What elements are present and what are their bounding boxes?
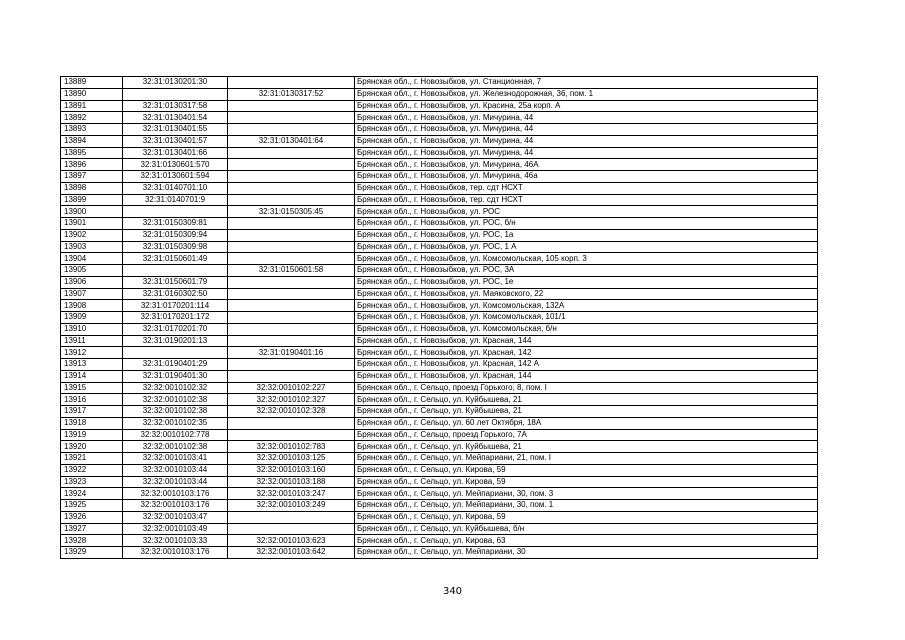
related-cadastral-number-cell: 32:32:0010103:125 bbox=[228, 453, 355, 465]
row-number-cell: 13924 bbox=[61, 488, 123, 500]
table-row bbox=[61, 347, 818, 359]
related-cadastral-number-cell bbox=[228, 229, 355, 241]
row-number-cell: 13903 bbox=[61, 241, 123, 253]
address-cell: Брянская обл., г. Сельцо, ул. Мейпариани, 30, пом. 1 bbox=[355, 500, 818, 512]
row-number-cell: 13909 bbox=[61, 312, 123, 324]
related-cadastral-number-cell: 32:32:0010103:160 bbox=[228, 464, 355, 476]
table-row bbox=[61, 382, 818, 394]
row-number-cell: 13929 bbox=[61, 547, 123, 559]
table-row bbox=[61, 182, 818, 194]
address-cell: Брянская обл., г. Сельцо, ул. Мейпариани, 30, пом. 3 bbox=[355, 488, 818, 500]
table-row bbox=[61, 370, 818, 382]
related-cadastral-number-cell bbox=[228, 335, 355, 347]
address-cell: Брянская обл., г. Новозыбков, ул. Красная, 144 bbox=[355, 370, 818, 382]
row-number-cell: 13916 bbox=[61, 394, 123, 406]
table-row bbox=[61, 511, 818, 523]
address-cell: Брянская обл., г. Сельцо, ул. Мейпариани, 30 bbox=[355, 547, 818, 559]
related-cadastral-number-cell: 32:32:0010103:249 bbox=[228, 500, 355, 512]
related-cadastral-number-cell: 32:32:0010103:247 bbox=[228, 488, 355, 500]
table-row bbox=[61, 276, 818, 288]
cadastral-number-cell: 32:31:0170201:114 bbox=[123, 300, 228, 312]
cadastral-number-cell: 32:31:0140701:10 bbox=[123, 182, 228, 194]
table-row bbox=[61, 429, 818, 441]
row-number-cell: 13912 bbox=[61, 347, 123, 359]
row-number-cell: 13923 bbox=[61, 476, 123, 488]
related-cadastral-number-cell bbox=[228, 300, 355, 312]
related-cadastral-number-cell: 32:31:0150305:45 bbox=[228, 206, 355, 218]
address-cell: Брянская обл., г. Новозыбков, ул. Железнодорожная, 36, пом. 1 bbox=[355, 88, 818, 100]
row-number-cell: 13898 bbox=[61, 182, 123, 194]
table-row bbox=[61, 523, 818, 535]
related-cadastral-number-cell bbox=[228, 417, 355, 429]
related-cadastral-number-cell: 32:32:0010102:327 bbox=[228, 394, 355, 406]
related-cadastral-number-cell bbox=[228, 241, 355, 253]
table-row bbox=[61, 535, 818, 547]
address-cell: Брянская обл., г. Новозыбков, ул. РОС, б/н bbox=[355, 218, 818, 230]
row-number-cell: 13910 bbox=[61, 323, 123, 335]
table-row bbox=[61, 135, 818, 147]
related-cadastral-number-cell bbox=[228, 429, 355, 441]
related-cadastral-number-cell: 32:32:0010102:328 bbox=[228, 406, 355, 418]
cadastral-number-cell: 32:32:0010102:38 bbox=[123, 406, 228, 418]
table-row bbox=[61, 547, 818, 559]
row-number-cell: 13891 bbox=[61, 100, 123, 112]
table-row bbox=[61, 417, 818, 429]
address-cell: Брянская обл., г. Новозыбков, ул. Мичурина, 44 bbox=[355, 135, 818, 147]
related-cadastral-number-cell bbox=[228, 370, 355, 382]
address-cell: Брянская обл., г. Сельцо, ул. Кирова, 59 bbox=[355, 511, 818, 523]
row-number-cell: 13900 bbox=[61, 206, 123, 218]
cadastral-number-cell: 32:32:0010102:35 bbox=[123, 417, 228, 429]
row-number-cell: 13892 bbox=[61, 112, 123, 124]
table-row bbox=[61, 77, 818, 89]
related-cadastral-number-cell bbox=[228, 100, 355, 112]
related-cadastral-number-cell bbox=[228, 124, 355, 136]
cadastral-number-cell: 32:31:0150601:49 bbox=[123, 253, 228, 265]
row-number-cell: 13904 bbox=[61, 253, 123, 265]
cadastral-number-cell bbox=[123, 347, 228, 359]
cadastral-number-cell: 32:31:0170201:172 bbox=[123, 312, 228, 324]
related-cadastral-number-cell bbox=[228, 171, 355, 183]
related-cadastral-number-cell bbox=[228, 147, 355, 159]
table-row bbox=[61, 323, 818, 335]
address-cell: Брянская обл., г. Новозыбков, ул. Комсомольская, 105 корп. 3 bbox=[355, 253, 818, 265]
table-row bbox=[61, 88, 818, 100]
address-cell: Брянская обл., г. Новозыбков, ул. Красная, 144 bbox=[355, 335, 818, 347]
address-cell: Брянская обл., г. Сельцо, ул. Куйбышева, 21 bbox=[355, 441, 818, 453]
address-cell: Брянская обл., г. Новозыбков, тер. сдт НСХТ bbox=[355, 182, 818, 194]
related-cadastral-number-cell bbox=[228, 112, 355, 124]
cadastral-number-cell: 32:31:0130601:594 bbox=[123, 171, 228, 183]
cadastral-number-cell: 32:31:0150309:94 bbox=[123, 229, 228, 241]
cadastral-number-cell: 32:32:0010103:44 bbox=[123, 464, 228, 476]
row-number-cell: 13899 bbox=[61, 194, 123, 206]
cadastral-number-cell: 32:31:0170201:70 bbox=[123, 323, 228, 335]
cadastral-number-cell: 32:31:0140701:9 bbox=[123, 194, 228, 206]
cadastral-number-cell: 32:31:0130401:57 bbox=[123, 135, 228, 147]
cadastral-number-cell: 32:31:0150309:98 bbox=[123, 241, 228, 253]
table-row bbox=[61, 394, 818, 406]
table-row bbox=[61, 464, 818, 476]
cadastral-number-cell: 32:32:0010102:32 bbox=[123, 382, 228, 394]
table-row bbox=[61, 253, 818, 265]
row-number-cell: 13894 bbox=[61, 135, 123, 147]
related-cadastral-number-cell bbox=[228, 218, 355, 230]
related-cadastral-number-cell: 32:31:0150601:58 bbox=[228, 265, 355, 277]
cadastral-number-cell: 32:31:0190201:13 bbox=[123, 335, 228, 347]
cadastral-number-cell: 32:32:0010103:176 bbox=[123, 500, 228, 512]
related-cadastral-number-cell bbox=[228, 312, 355, 324]
table-row bbox=[61, 288, 818, 300]
row-number-cell: 13913 bbox=[61, 359, 123, 371]
cadastral-number-cell: 32:31:0130317:58 bbox=[123, 100, 228, 112]
cadastral-number-cell: 32:31:0190401:29 bbox=[123, 359, 228, 371]
cadastral-number-cell: 32:31:0130401:66 bbox=[123, 147, 228, 159]
address-cell: Брянская обл., г. Новозыбков, ул. РОС, 1а bbox=[355, 229, 818, 241]
row-number-cell: 13911 bbox=[61, 335, 123, 347]
address-cell: Брянская обл., г. Сельцо, ул. Кирова, 63 bbox=[355, 535, 818, 547]
related-cadastral-number-cell bbox=[228, 523, 355, 535]
address-cell: Брянская обл., г. Новозыбков, ул. Красная, 142 bbox=[355, 347, 818, 359]
row-number-cell: 13897 bbox=[61, 171, 123, 183]
table-row bbox=[61, 335, 818, 347]
registry-table-body bbox=[61, 77, 818, 559]
table-row bbox=[61, 124, 818, 136]
row-number-cell: 13918 bbox=[61, 417, 123, 429]
address-cell: Брянская обл., г. Новозыбков, ул. РОС bbox=[355, 206, 818, 218]
cadastral-number-cell: 32:31:0160302:50 bbox=[123, 288, 228, 300]
registry-table bbox=[60, 76, 818, 559]
page-number: 340 bbox=[442, 586, 463, 597]
related-cadastral-number-cell: 32:31:0130401:64 bbox=[228, 135, 355, 147]
row-number-cell: 13906 bbox=[61, 276, 123, 288]
row-number-cell: 13893 bbox=[61, 124, 123, 136]
address-cell: Брянская обл., г. Новозыбков, ул. Красная, 142 А bbox=[355, 359, 818, 371]
table-row bbox=[61, 453, 818, 465]
cadastral-number-cell: 32:31:0130601:570 bbox=[123, 159, 228, 171]
address-cell: Брянская обл., г. Новозыбков, ул. Маяковского, 22 bbox=[355, 288, 818, 300]
cadastral-number-cell: 32:31:0190401:30 bbox=[123, 370, 228, 382]
address-cell: Брянская обл., г. Новозыбков, ул. РОС, 3А bbox=[355, 265, 818, 277]
address-cell: Брянская обл., г. Новозыбков, ул. Комсомольская, 101/1 bbox=[355, 312, 818, 324]
table-row bbox=[61, 406, 818, 418]
table-row bbox=[61, 147, 818, 159]
row-number-cell: 13921 bbox=[61, 453, 123, 465]
row-number-cell: 13914 bbox=[61, 370, 123, 382]
related-cadastral-number-cell: 32:32:0010103:623 bbox=[228, 535, 355, 547]
table-row bbox=[61, 112, 818, 124]
row-number-cell: 13926 bbox=[61, 511, 123, 523]
address-cell: Брянская обл., г. Новозыбков, ул. Комсомольская, б/н bbox=[355, 323, 818, 335]
related-cadastral-number-cell: 32:32:0010102:227 bbox=[228, 382, 355, 394]
table-row bbox=[61, 265, 818, 277]
related-cadastral-number-cell bbox=[228, 276, 355, 288]
row-number-cell: 13890 bbox=[61, 88, 123, 100]
row-number-cell: 13915 bbox=[61, 382, 123, 394]
address-cell: Брянская обл., г. Сельцо, проезд Горького, 7А bbox=[355, 429, 818, 441]
table-row bbox=[61, 206, 818, 218]
address-cell: Брянская обл., г. Сельцо, ул. Куйбышева, 21 bbox=[355, 406, 818, 418]
cadastral-number-cell: 32:32:0010103:33 bbox=[123, 535, 228, 547]
cadastral-number-cell: 32:32:0010103:176 bbox=[123, 547, 228, 559]
row-number-cell: 13907 bbox=[61, 288, 123, 300]
table-row bbox=[61, 359, 818, 371]
address-cell: Брянская обл., г. Сельцо, ул. Куйбышева, 21 bbox=[355, 394, 818, 406]
row-number-cell: 13889 bbox=[61, 77, 123, 89]
related-cadastral-number-cell: 32:32:0010103:188 bbox=[228, 476, 355, 488]
related-cadastral-number-cell bbox=[228, 194, 355, 206]
cadastral-number-cell: 32:32:0010102:38 bbox=[123, 394, 228, 406]
address-cell: Брянская обл., г. Сельцо, ул. Кирова, 59 bbox=[355, 464, 818, 476]
related-cadastral-number-cell: 32:31:0130317:52 bbox=[228, 88, 355, 100]
cadastral-number-cell: 32:32:0010103:44 bbox=[123, 476, 228, 488]
table-row bbox=[61, 241, 818, 253]
row-number-cell: 13922 bbox=[61, 464, 123, 476]
row-number-cell: 13925 bbox=[61, 500, 123, 512]
cadastral-number-cell: 32:32:0010103:41 bbox=[123, 453, 228, 465]
address-cell: Брянская обл., г. Сельцо, проезд Горького, 8, пом. I bbox=[355, 382, 818, 394]
address-cell: Брянская обл., г. Сельцо, ул. 60 лет Октября, 18А bbox=[355, 417, 818, 429]
address-cell: Брянская обл., г. Новозыбков, ул. Мичурина, 44 bbox=[355, 147, 818, 159]
address-cell: Брянская обл., г. Новозыбков, ул. Мичурина, 44 bbox=[355, 124, 818, 136]
row-number-cell: 13901 bbox=[61, 218, 123, 230]
address-cell: Брянская обл., г. Новозыбков, ул. Мичурина, 46А bbox=[355, 159, 818, 171]
cadastral-number-cell: 32:31:0130201:30 bbox=[123, 77, 228, 89]
cadastral-number-cell: 32:32:0010103:49 bbox=[123, 523, 228, 535]
row-number-cell: 13896 bbox=[61, 159, 123, 171]
related-cadastral-number-cell bbox=[228, 323, 355, 335]
row-number-cell: 13905 bbox=[61, 265, 123, 277]
related-cadastral-number-cell: 32:32:0010102:783 bbox=[228, 441, 355, 453]
table-row bbox=[61, 229, 818, 241]
table-row bbox=[61, 300, 818, 312]
related-cadastral-number-cell bbox=[228, 159, 355, 171]
row-number-cell: 13919 bbox=[61, 429, 123, 441]
cadastral-number-cell bbox=[123, 88, 228, 100]
row-number-cell: 13917 bbox=[61, 406, 123, 418]
cadastral-number-cell bbox=[123, 206, 228, 218]
address-cell: Брянская обл., г. Новозыбков, ул. Красина, 25а корп. А bbox=[355, 100, 818, 112]
table-row bbox=[61, 171, 818, 183]
related-cadastral-number-cell: 32:31:0190401:16 bbox=[228, 347, 355, 359]
address-cell: Брянская обл., г. Сельцо, ул. Куйбышева, б/н bbox=[355, 523, 818, 535]
cadastral-number-cell: 32:31:0130401:54 bbox=[123, 112, 228, 124]
row-number-cell: 13927 bbox=[61, 523, 123, 535]
row-number-cell: 13928 bbox=[61, 535, 123, 547]
cadastral-number-cell: 32:31:0150601:79 bbox=[123, 276, 228, 288]
table-row bbox=[61, 218, 818, 230]
related-cadastral-number-cell bbox=[228, 359, 355, 371]
row-number-cell: 13908 bbox=[61, 300, 123, 312]
address-cell: Брянская обл., г. Новозыбков, ул. РОС, 1е bbox=[355, 276, 818, 288]
related-cadastral-number-cell bbox=[228, 511, 355, 523]
address-cell: Брянская обл., г. Новозыбков, ул. Мичурина, 44 bbox=[355, 112, 818, 124]
cadastral-number-cell: 32:32:0010102:38 bbox=[123, 441, 228, 453]
table-row bbox=[61, 500, 818, 512]
cadastral-number-cell: 32:32:0010103:176 bbox=[123, 488, 228, 500]
address-cell: Брянская обл., г. Новозыбков, ул. РОС, 1 А bbox=[355, 241, 818, 253]
address-cell: Брянская обл., г. Сельцо, ул. Мейпариани, 21, пом. I bbox=[355, 453, 818, 465]
cadastral-number-cell bbox=[123, 265, 228, 277]
table-row bbox=[61, 312, 818, 324]
cadastral-number-cell: 32:32:0010103:47 bbox=[123, 511, 228, 523]
cadastral-number-cell: 32:31:0130401:55 bbox=[123, 124, 228, 136]
address-cell: Брянская обл., г. Новозыбков, тер. сдт НСХТ bbox=[355, 194, 818, 206]
address-cell: Брянская обл., г. Новозыбков, ул. Мичурина, 46а bbox=[355, 171, 818, 183]
related-cadastral-number-cell bbox=[228, 253, 355, 265]
table-row bbox=[61, 100, 818, 112]
cadastral-number-cell: 32:32:0010102:778 bbox=[123, 429, 228, 441]
related-cadastral-number-cell bbox=[228, 77, 355, 89]
row-number-cell: 13920 bbox=[61, 441, 123, 453]
related-cadastral-number-cell bbox=[228, 288, 355, 300]
row-number-cell: 13895 bbox=[61, 147, 123, 159]
table-row bbox=[61, 194, 818, 206]
related-cadastral-number-cell: 32:32:0010103:642 bbox=[228, 547, 355, 559]
address-cell: Брянская обл., г. Новозыбков, ул. Комсомольская, 132А bbox=[355, 300, 818, 312]
table-row bbox=[61, 159, 818, 171]
address-cell: Брянская обл., г. Сельцо, ул. Кирова, 59 bbox=[355, 476, 818, 488]
row-number-cell: 13902 bbox=[61, 229, 123, 241]
table-row bbox=[61, 488, 818, 500]
table-row bbox=[61, 476, 818, 488]
address-cell: Брянская обл., г. Новозыбков, ул. Станционная, 7 bbox=[355, 77, 818, 89]
related-cadastral-number-cell bbox=[228, 182, 355, 194]
cadastral-number-cell: 32:31:0150309:81 bbox=[123, 218, 228, 230]
table-row bbox=[61, 441, 818, 453]
